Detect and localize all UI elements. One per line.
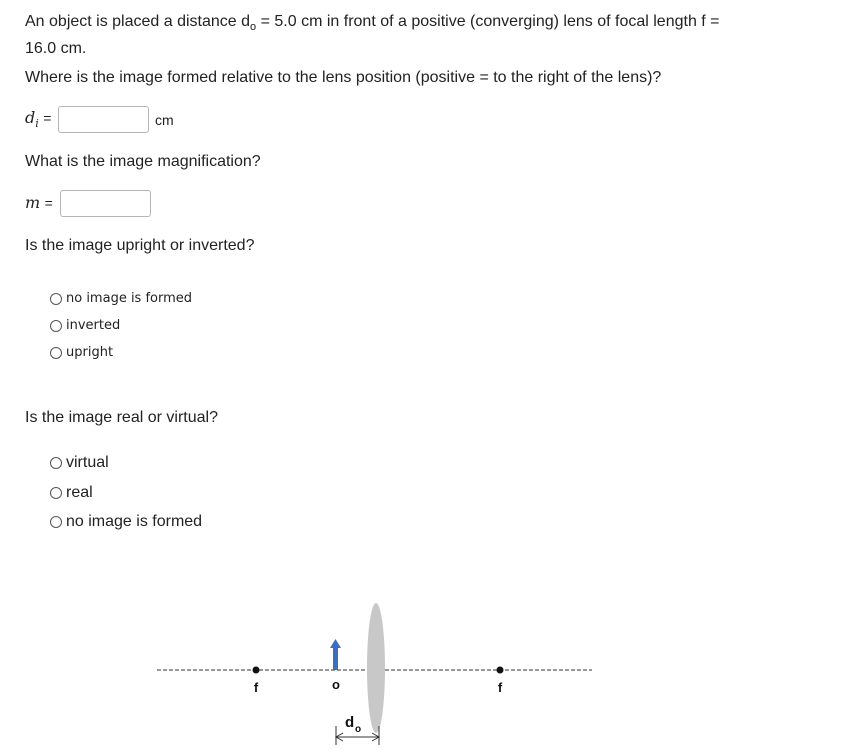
orientation-option-no-image[interactable] bbox=[50, 291, 192, 306]
option-label: upright bbox=[66, 345, 114, 360]
di-input[interactable] bbox=[58, 106, 149, 133]
problem-statement bbox=[25, 11, 745, 59]
intro-text-a: An object is placed a distance d bbox=[25, 13, 251, 30]
option-label: no image is formed bbox=[66, 513, 203, 530]
radio-button[interactable] bbox=[50, 320, 62, 332]
type-option-real[interactable] bbox=[50, 484, 93, 502]
focal-point-right bbox=[497, 667, 504, 674]
m-input[interactable] bbox=[60, 190, 151, 217]
di-label bbox=[25, 108, 51, 130]
option-label: inverted bbox=[66, 318, 121, 333]
di-sub: i bbox=[35, 117, 39, 131]
question-orientation: Is the image upright or inverted? bbox=[25, 237, 255, 254]
object-label: o bbox=[332, 677, 340, 692]
radio-button[interactable] bbox=[50, 457, 62, 469]
intro-text-line2: 16.0 cm. bbox=[25, 40, 87, 58]
focal-point-left bbox=[253, 667, 260, 674]
m-equals: = bbox=[44, 195, 53, 211]
question-image-position: Where is the image formed relative to the lens position (positive = to the right of the lens)? bbox=[25, 69, 662, 86]
object-arrow-head bbox=[330, 639, 341, 648]
lens-diagram bbox=[0, 595, 848, 750]
question-real-virtual: Is the image real or virtual? bbox=[25, 409, 218, 426]
option-label: virtual bbox=[66, 454, 109, 471]
focal-left-label: f bbox=[253, 680, 259, 695]
focal-right-label: f bbox=[497, 680, 503, 695]
m-label bbox=[25, 193, 53, 213]
radio-button[interactable] bbox=[50, 293, 62, 305]
lens-shape bbox=[367, 603, 385, 733]
distance-label-sub: o bbox=[355, 724, 362, 735]
question-magnification: What is the image magnification? bbox=[25, 153, 261, 170]
intro-subscript-o: o bbox=[250, 21, 257, 34]
distance-label-d: d bbox=[345, 714, 355, 731]
type-option-virtual[interactable] bbox=[50, 454, 109, 472]
orientation-option-inverted[interactable] bbox=[50, 318, 120, 333]
radio-button[interactable] bbox=[50, 347, 62, 359]
m-var: m bbox=[25, 193, 41, 212]
radio-button[interactable] bbox=[50, 487, 62, 499]
di-equals: = bbox=[43, 110, 52, 126]
type-option-no-image[interactable] bbox=[50, 513, 202, 531]
intro-text-b: = 5.0 cm in front of a positive (converging) lens of focal length f = bbox=[256, 13, 720, 30]
object-arrow-shaft bbox=[333, 647, 338, 670]
orientation-option-upright[interactable] bbox=[50, 345, 113, 360]
di-var: d bbox=[25, 108, 36, 127]
option-label: no image is formed bbox=[66, 291, 193, 306]
option-label: real bbox=[66, 484, 93, 501]
di-unit: cm bbox=[155, 112, 174, 128]
radio-button[interactable] bbox=[50, 516, 62, 528]
